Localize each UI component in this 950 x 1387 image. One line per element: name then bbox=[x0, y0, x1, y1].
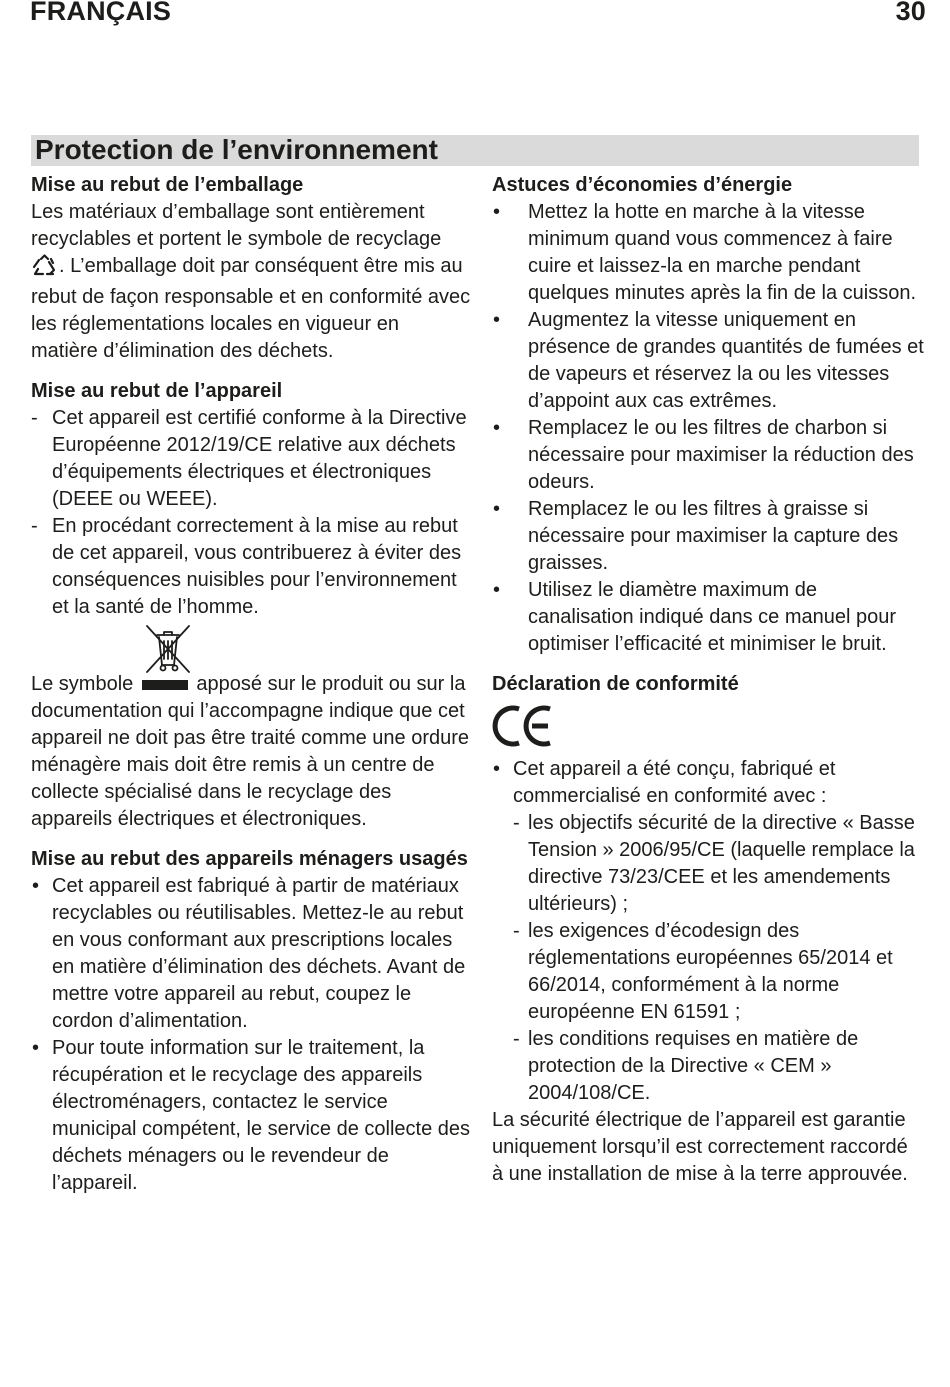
dash-marker: - bbox=[31, 407, 38, 429]
appliance-heading: Mise au rebut de l’appareil bbox=[31, 380, 283, 402]
list-item bbox=[31, 873, 471, 1035]
packaging-text-end: . L’emballage doit par conséquent être mis au rebut de façon responsable et en conformité avec les réglementations locales en vigueur en matière d’élimination des déchets. bbox=[31, 255, 471, 362]
bullet-marker: • bbox=[493, 309, 501, 331]
safety-text: La sécurité électrique de l’appareil est garantie uniquement lorsqu’il est correctement raccordé à une installation de mise à la terre approuvée. bbox=[492, 1109, 908, 1185]
bullet-marker: • bbox=[493, 579, 501, 601]
list-item bbox=[492, 199, 924, 307]
list-item bbox=[31, 405, 471, 513]
list-item-text: Augmentez la vitesse uniquement en présence de grandes quantités de fumées et de vapeurs et réservez la ou les vitesses d’appoint aux cas extrêmes. bbox=[528, 309, 924, 412]
list-item bbox=[492, 756, 924, 810]
list-item-text: Remplacez le ou les filtres à graisse si nécessaire pour maximiser la capture des graisses. bbox=[528, 498, 899, 574]
list-item-text: Pour toute information sur le traitement, la récupération et le recyclage des appareils électroménagers, contactez le service municipal compétent, le service de collecte des déchets ménagers ou le revendeur de l’appareil. bbox=[52, 1037, 470, 1194]
weee-bar-icon bbox=[142, 680, 188, 690]
household-heading: Mise au rebut des appareils ménagers usagés bbox=[31, 848, 468, 870]
list-item bbox=[492, 496, 924, 577]
list-item bbox=[31, 1035, 471, 1197]
crossed-bin-icon bbox=[144, 623, 192, 675]
packaging-text-start: Les matériaux d’emballage sont entièrement recyclables et portent le symbole de recyclage bbox=[31, 201, 442, 250]
weee-text-start: Le symbole bbox=[31, 673, 139, 695]
list-item-text: Utilisez le diamètre maximum de canalisation indiqué dans ce manuel pour optimiser l’efficacité et minimiser le bruit. bbox=[528, 579, 897, 655]
list-item-text: Remplacez le ou les filtres de charbon si nécessaire pour maximiser la réduction des odeurs. bbox=[528, 417, 914, 493]
section-title: Protection de l’environnement bbox=[35, 134, 438, 165]
dash-marker: - bbox=[513, 920, 520, 942]
weee-text-end: apposé sur le produit ou sur la documentation qui l’accompagne indique que cet appareil ne doit pas être traité comme une ordure ménagère mais doit être remis à un centre de collecte spécialisé dans le recyclage des appareils électriques et électroniques. bbox=[31, 673, 470, 830]
list-item-text: Cet appareil est fabriqué à partir de matériaux recyclables ou réutilisables. Mettez-le au rebut en vous conformant aux prescriptions locales en matière d’élimination des déchets. Avant de mettre votre appareil au rebut, coupez le cordon d’alimentation. bbox=[52, 875, 466, 1032]
list-item bbox=[492, 918, 924, 1026]
list-item bbox=[492, 810, 924, 918]
left-column bbox=[31, 172, 471, 1197]
list-item-text: les exigences d’écodesign des réglementations européennes 65/2014 et 66/2014, conformément à la norme européenne EN 61591 ; bbox=[528, 920, 893, 1023]
packaging-heading: Mise au rebut de l’emballage bbox=[31, 174, 304, 196]
list-item-text: Mettez la hotte en marche à la vitesse minimum quand vous commencez à faire cuire et laissez-la en marche pendant quelques minutes après la fin de la cuisson. bbox=[528, 201, 917, 304]
list-item bbox=[492, 415, 924, 496]
ce-mark-area bbox=[492, 698, 924, 756]
ce-mark-icon bbox=[492, 704, 554, 748]
language-label: FRANÇAIS bbox=[30, 0, 172, 26]
bullet-marker: • bbox=[493, 758, 501, 780]
bullet-marker: • bbox=[493, 417, 501, 439]
conformity-heading: Déclaration de conformité bbox=[492, 673, 739, 695]
list-item-text: les objectifs sécurité de la directive « Basse Tension » 2006/95/CE (laquelle remplace la directive 73/23/CEE et les amendements ultérieurs) ; bbox=[528, 812, 915, 915]
list-item-text: En procédant correctement à la mise au rebut de cet appareil, vous contribuerez à éviter des conséquences nuisibles pour l’environnement et la santé de l’homme. bbox=[52, 515, 462, 618]
list-item-text: les conditions requises en matière de protection de la Directive « CEM » 2004/108/CE. bbox=[528, 1028, 859, 1104]
list-item-text: Cet appareil a été conçu, fabriqué et commercialisé en conformité avec : bbox=[513, 758, 836, 807]
bullet-marker: • bbox=[493, 201, 501, 223]
bullet-marker: • bbox=[32, 875, 40, 897]
list-item bbox=[31, 513, 471, 621]
section-title-bar bbox=[31, 135, 919, 166]
list-item bbox=[492, 307, 924, 415]
bullet-marker: • bbox=[493, 498, 501, 520]
weee-symbol-area bbox=[31, 621, 471, 671]
packaging-text bbox=[31, 199, 471, 365]
list-item bbox=[492, 1026, 924, 1107]
recycle-icon bbox=[31, 254, 59, 284]
list-item-text: Cet appareil est certifié conforme à la Directive Européenne 2012/19/CE relative aux déchets d’équipements électriques et électroniques (DEEE ou WEEE). bbox=[52, 407, 467, 510]
dash-marker: - bbox=[513, 1028, 520, 1050]
page-number: 30 bbox=[895, 0, 926, 26]
bullet-marker: • bbox=[32, 1037, 40, 1059]
energy-heading: Astuces d’économies d’énergie bbox=[492, 174, 793, 196]
dash-marker: - bbox=[31, 515, 38, 537]
list-item bbox=[492, 577, 924, 658]
right-column bbox=[492, 172, 924, 1188]
weee-text bbox=[31, 671, 471, 833]
dash-marker: - bbox=[513, 812, 520, 834]
